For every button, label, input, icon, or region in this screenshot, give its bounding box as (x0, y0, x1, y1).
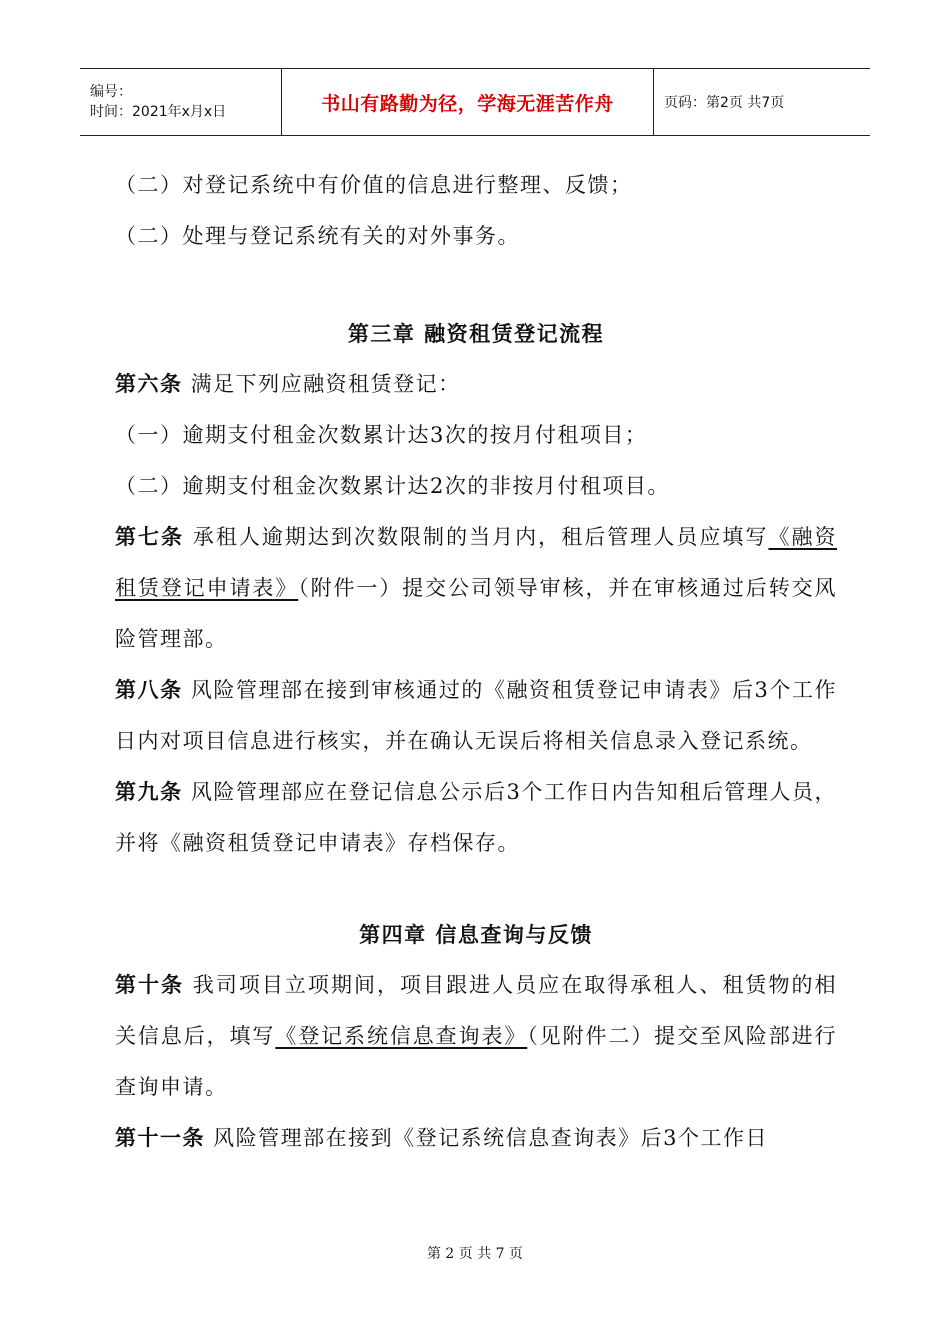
article-text: 满足下列应融资租赁登记： (182, 372, 461, 396)
article-6 (115, 359, 837, 410)
article-label: 第十条 (115, 973, 185, 997)
article-10 (115, 960, 837, 1113)
article-9 (115, 767, 837, 869)
paragraph-item: （二）对登记系统中有价值的信息进行整理、反馈； (115, 173, 633, 197)
page-header (80, 68, 870, 136)
doc-date-label: 时间：2021年x月x日 (90, 104, 227, 120)
article-text: 承租人逾期达到次数限制的当月内，租后管理人员应填写 (184, 525, 769, 549)
spacer (115, 869, 837, 909)
article-8 (115, 665, 837, 767)
header-motto (282, 69, 654, 135)
article-label: 第六条 (115, 372, 183, 396)
list-item: （二）逾期支付租金次数累计达2次的非按月付租项目。 (115, 474, 670, 498)
header-meta (80, 69, 282, 135)
doc-code-label: 编号： (90, 84, 132, 100)
chapter-title: 第四章 信息查询与反馈 (359, 922, 593, 947)
list-item: （一）逾期支付租金次数累计达3次的按月付租项目； (115, 423, 648, 447)
article-text: 风险管理部在接到《登记系统信息查询表》后3个工作日 (205, 1126, 769, 1150)
document-body (115, 160, 837, 1164)
article-11 (115, 1113, 837, 1164)
spacer (115, 262, 837, 308)
article-text: 我司项目立项期间，项目跟进人员应在取得承租人、租赁物的相关信息后，填写 (115, 973, 838, 1048)
article-7 (115, 512, 837, 665)
article-text: 风险管理部应在登记信息公示后3个工作日内告知租后管理人员，并将《融资租赁登记申请表》存档保存。 (115, 780, 837, 855)
form-reference: 《登记系统信息查询表》 (275, 1024, 528, 1048)
article-label: 第七条 (115, 525, 185, 549)
article-text: （附件一）提交公司领导审核，并在审核通过后转交风险管理部。 (115, 576, 838, 651)
article-label: 第十一条 (115, 1126, 205, 1150)
header-page-info (654, 69, 870, 135)
motto-text: 书山有路勤为径，学海无涯苦作舟 (321, 92, 614, 115)
page-info-text: 页码：第2页 共7页 (664, 95, 785, 111)
form-reference: 《融资租赁登记申请表》 (115, 525, 838, 600)
page-number: 第 2 页 共 7 页 (426, 1246, 524, 1262)
paragraph-item: （二）处理与登记系统有关的对外事务。 (115, 224, 520, 248)
chapter-title: 第三章 融资租赁登记流程 (347, 321, 605, 346)
article-text: （见附件二）提交至风险部进行查询申请。 (115, 1024, 838, 1099)
page-footer (0, 1243, 950, 1263)
article-label: 第九条 (115, 780, 183, 804)
article-text: 风险管理部在接到审核通过的《融资租赁登记申请表》后3个工作日内对项目信息进行核实，并在确认无误后将相关信息录入登记系统。 (115, 678, 837, 753)
article-label: 第八条 (115, 678, 183, 702)
